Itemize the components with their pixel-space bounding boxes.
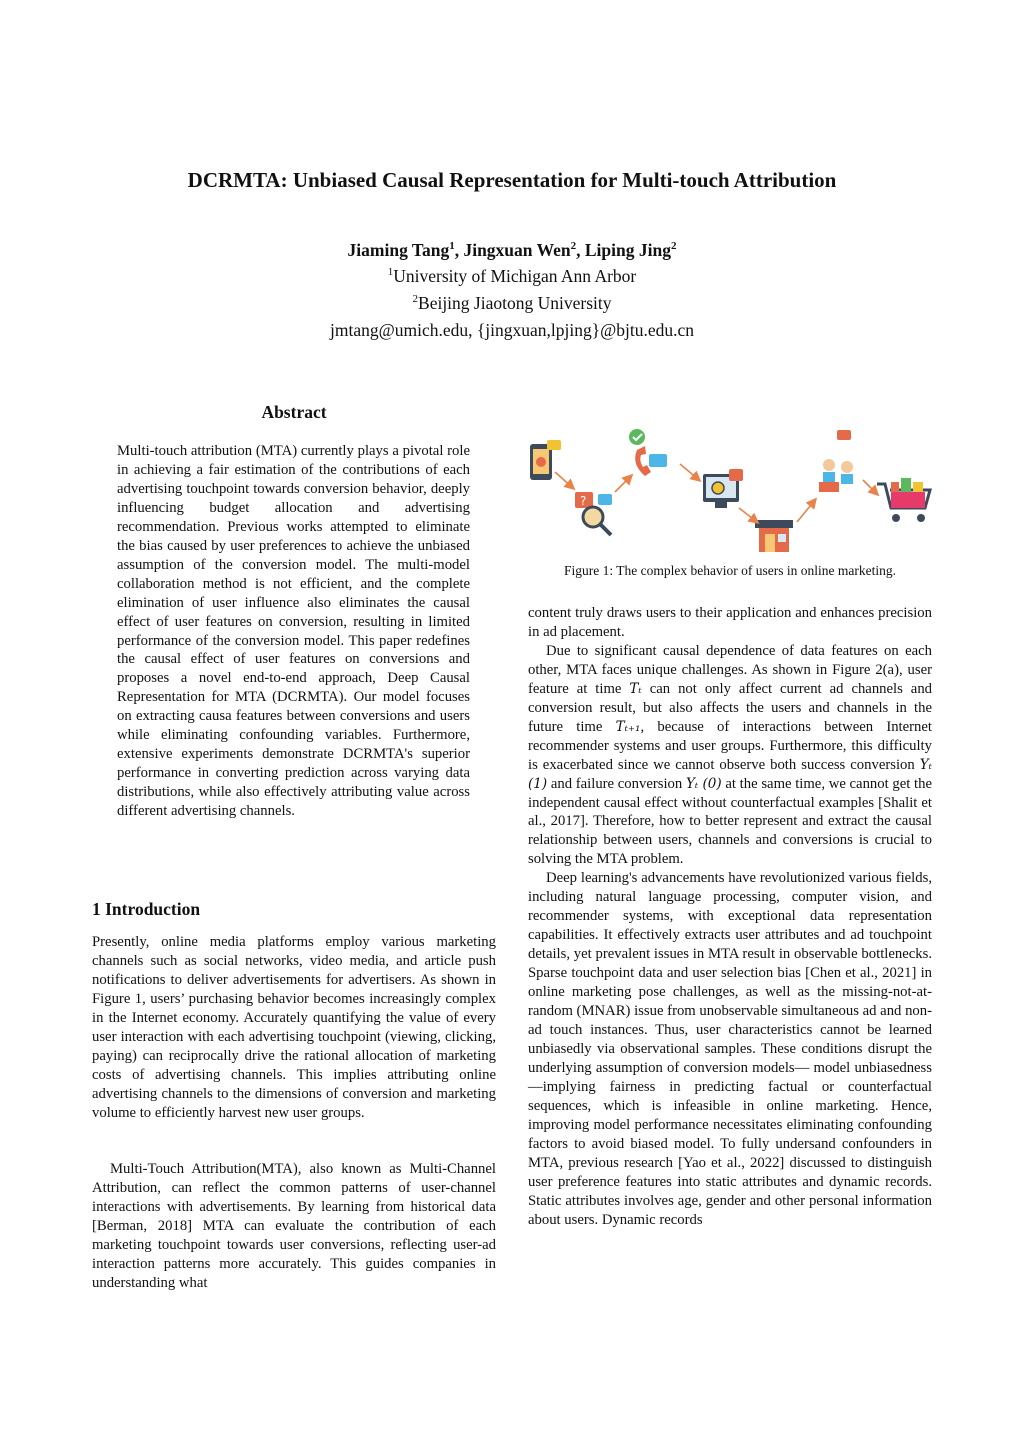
text-run: , because of interactions between Internet recommender systems and user groups. Furthermore, this difficulty is exacerbated since we cannot observe both success conversion [528,718,932,773]
affiliation [0,266,1024,287]
affil-name: University of Michigan Ann Arbor [393,266,637,286]
search-question-icon [575,492,612,535]
customer-service-icon [819,430,853,492]
abstract-heading: Abstract [261,402,327,422]
text-run: and failure conversion [547,775,686,792]
text-run: at the same time, we cannot get the independent causal effect without counterfactual examples [Shalit et al., 2017]. Therefore, how to better represent and extract the causal relationship between users, channels and conversions is crucial to solving the MTA problem. [528,775,932,868]
intro-paragraph-4 [528,642,932,869]
affil-name: Beijing Jiaotong University [418,293,612,313]
intro-paragraph-3: content truly draws users to their application and enhances precision in ad placement. [528,605,932,640]
author-name: Jingxuan Wen [463,240,571,260]
paper-title: DCRMTA: Unbiased Causal Representation for Multi-touch Attribution [187,168,837,192]
author-name: Jiaming Tang [347,240,450,260]
intro-paragraph-1: Presently, online media platforms employ various marketing channels such as social networks, video media, and article push notifications to deliver advertisements for advertisers. As shown in Figure 1, users’ purchasing behavior becomes increasingly complex in the Internet economy. Accurately quantifying the value of every user interaction with each advertising touchpoint (viewing, clicking, paying) can reciprocally drive the rational allocation of marketing costs of advertising channels. This implies attributing online advertising channels to the dimensions of conversion and marketing volume to efficiently harvest new user groups. [92,934,496,1121]
author-list: Jiaming Tang$^1$, Jingxuan Wen$^2$, Liping Jing$^2$ [347,240,677,260]
math-symbol: Tₜ₊₁ [615,718,641,735]
author-affil-mark: 1 [449,240,455,253]
author-name: Liping Jing [584,240,671,260]
text-run: Due to significant causal dependence of data features on each other, MTA faces unique challenges. As shown in Figure 2(a), user feature at time [528,642,932,697]
text-run: can not only affect current ad channels and conversion result, but also affects the users and channels in the future time [528,680,933,735]
figure-caption: Figure 1: The complex behavior of users in online marketing. [564,563,896,578]
store-icon [755,520,793,552]
shopping-cart-icon [877,478,930,522]
intro-paragraph-5: Deep learning's advancements have revolutionized various fields, including natural language processing, computer vision, and recommender systems, with exceptional data representation capabilities. It effectively extracts user attributes and ad touchpoint details, yet prevalent issues in MTA result in observable bottlenecks. Sparse touchpoint data and user selection bias [Chen et al., 2021] in online marketing pose challenges, as well as the missing-not-at-random (MNAR) issue from unobservable simultaneous ad and non-ad touch instances. Thus, user characteristics cannot be learned unbiasedly via observational samples. These conditions disrupt the underlying assumption of conversion models— model unbiasedness —implying fairness in predicting factual or counterfactual sequences, which is infeasible in online marketing. Hence, improving model performance necessitates eliminating confounding factors to avoid biased model. To fully undersand confounders in MTA, previous research [Yao et al., 2022] discussed to distinguish user preference features into static attributes and dynamic records. Static attributes involves age, gender and other personal information about users. Dynamic records [528,870,932,1228]
right-column-text [528,604,932,1229]
abstract-text: Multi-touch attribution (MTA) currently plays a pivotal role in achieving a fair estimation of the contributions of each advertising touchpoint towards conversion behavior, deeply influencing budget allocation and advertising recommendation. Previous works attempted to eliminate the bias caused by user preferences to achieve the unbiased assumption of the conversion model. The multi-model collaboration method is not efficient, and the complete elimination of user influence also eliminates the causal effect of user features on conversion, resulting in limited performance of the conversion model. This paper redefines the causal effect of user features on conversions and proposes a novel end-to-end approach, Deep Causal Representation for MTA (DCRMTA). Our model focuses on extracting causa features between conversions and users while eliminating confounding variables. Furthermore, extensive experiments demonstrate DCRMTA's superior performance in converting prediction across varying data distributions, while also effectively attributing value across different advertising channels. [117,443,470,820]
section-heading: 1 Introduction [92,899,201,919]
author-emails: jmtang@umich.edu, {jingxuan,lpjing}@bjtu.edu.cn [330,320,694,340]
intro-paragraph-2: Multi-Touch Attribution(MTA), also known as Multi-Channel Attribution, can reflect the common patterns of user-channel interactions with advertisements. By learning from historical data [Berman, 2018] MTA can evaluate the contribution of each marketing touchpoint towards user conversions, reflecting user-ad interaction patterns more accurately. This guides companies in understanding what [92,1161,496,1291]
author-affil-mark: 2 [670,240,677,253]
affiliation [0,293,1024,314]
phone-call-icon [629,429,667,476]
affil-mark: 1 [387,266,394,279]
computer-ad-icon [703,469,743,508]
svg-text:?: ? [580,494,587,508]
math-symbol: Tₜ [629,680,642,697]
math-symbol: Yₜ (0) [685,775,722,792]
math-symbol: Yₜ (1) [528,756,932,792]
figure-1-illustration [525,422,935,562]
author-affil-mark: 2 [570,240,577,253]
affil-mark: 2 [412,293,419,306]
